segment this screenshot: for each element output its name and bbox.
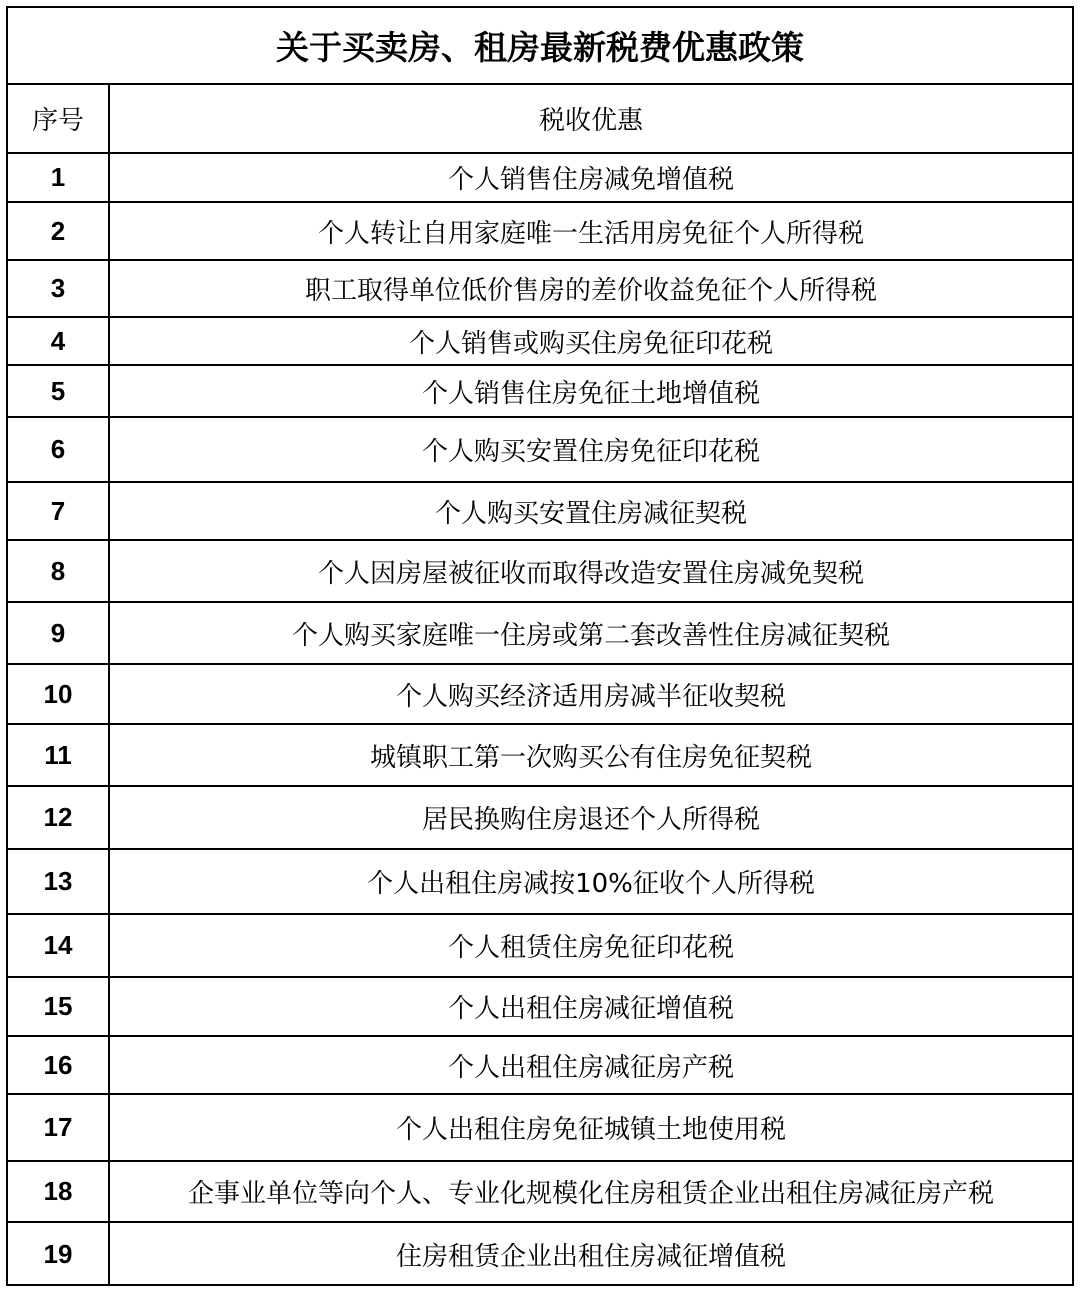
row-policy: 个人出租住房减征增值税 (447, 994, 734, 1024)
row-number: 2 (8, 202, 109, 260)
table-title: 关于买卖房、租房最新税费优惠政策 (8, 8, 1072, 85)
row-policy: 个人销售住房免征土地增值税 (421, 378, 760, 409)
policy-table (6, 6, 1074, 1286)
row-number: 6 (8, 417, 109, 482)
row-number: 5 (8, 365, 109, 417)
table-row (8, 365, 1072, 417)
table-row (8, 664, 1072, 724)
row-number: 7 (8, 482, 109, 540)
table-row (8, 417, 1072, 482)
row-policy: 企事业单位等向个人、专业化规模化住房租赁企业出租住房减征房产税 (187, 1179, 994, 1209)
row-number: 18 (8, 1161, 109, 1222)
table-row (8, 153, 1072, 202)
row-policy: 个人购买经济适用房减半征收契税 (395, 681, 786, 712)
header-row (8, 85, 1072, 153)
row-policy: 职工取得单位低价售房的差价收益免征个人所得税 (304, 276, 877, 306)
row-number: 11 (8, 724, 109, 786)
table-row (8, 1161, 1072, 1222)
row-policy: 个人出租住房减征房产税 (447, 1052, 734, 1083)
row-number: 14 (8, 914, 109, 977)
row-policy: 个人销售住房减免增值税 (447, 165, 734, 195)
table-row (8, 202, 1072, 260)
row-policy: 个人租赁住房免征印花税 (447, 933, 734, 963)
table-row (8, 786, 1072, 849)
table-row (8, 540, 1072, 602)
row-number: 8 (8, 540, 109, 602)
row-policy: 个人购买安置住房减征契税 (434, 498, 747, 529)
row-number: 17 (8, 1094, 109, 1161)
policy-grid (8, 85, 1072, 1285)
row-number: 4 (8, 317, 109, 365)
table-row (8, 1036, 1072, 1094)
header-num: 序号 (8, 85, 109, 153)
table-row (8, 317, 1072, 365)
row-policy: 居民换购住房退还个人所得税 (421, 805, 760, 835)
row-number: 16 (8, 1036, 109, 1094)
row-policy: 个人转让自用家庭唯一生活用房免征个人所得税 (317, 218, 864, 249)
table-row (8, 1094, 1072, 1161)
row-number: 10 (8, 664, 109, 724)
row-policy: 个人购买家庭唯一住房或第二套改善性住房减征契税 (291, 620, 890, 651)
table-row (8, 1222, 1072, 1285)
header-policy: 税收优惠 (538, 106, 643, 136)
table-row (8, 482, 1072, 540)
row-number: 12 (8, 786, 109, 849)
table-row (8, 602, 1072, 664)
table-row (8, 977, 1072, 1036)
row-number: 3 (8, 260, 109, 317)
row-policy: 个人因房屋被征收而取得改造安置住房减免契税 (317, 558, 864, 589)
table-row (8, 724, 1072, 786)
row-number: 13 (8, 849, 109, 914)
row-policy: 住房租赁企业出租住房减征增值税 (395, 1241, 786, 1272)
row-policy: 个人出租住房减按10%征收个人所得税 (367, 869, 815, 899)
table-row (8, 914, 1072, 977)
row-policy: 城镇职工第一次购买公有住房免征契税 (369, 742, 812, 773)
row-policy: 个人购买安置住房免征印花税 (421, 437, 760, 467)
row-policy: 个人出租住房免征城镇土地使用税 (395, 1115, 786, 1145)
row-number: 1 (8, 153, 109, 202)
table-row (8, 260, 1072, 317)
row-number: 19 (8, 1222, 109, 1285)
row-number: 9 (8, 602, 109, 664)
row-number: 15 (8, 977, 109, 1036)
table-row (8, 849, 1072, 914)
row-policy: 个人销售或购买住房免征印花税 (408, 328, 773, 359)
